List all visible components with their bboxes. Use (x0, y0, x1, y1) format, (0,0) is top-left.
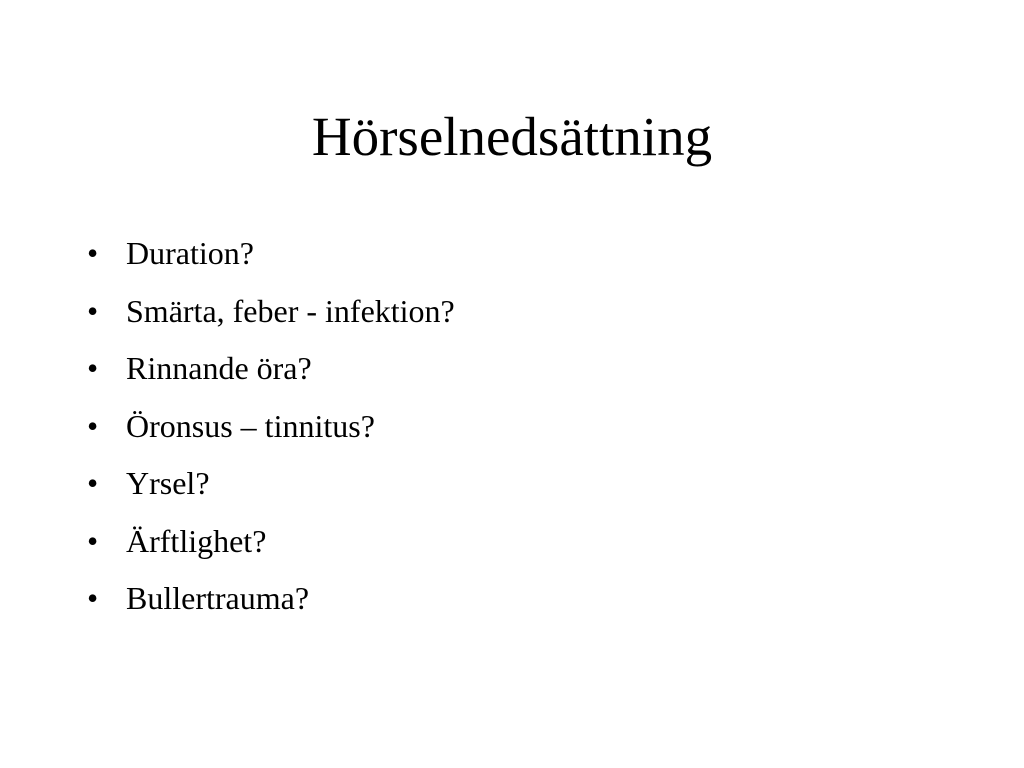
bullet-icon: • (87, 580, 99, 616)
bullet-icon: • (87, 350, 99, 386)
list-item (84, 340, 455, 398)
list-item (84, 513, 455, 571)
slide-title: Hörselnedsättning (311, 106, 713, 167)
list-item-text: Bullertrauma? (126, 580, 310, 616)
list-item-text: Yrsel? (126, 465, 210, 501)
bullet-list (84, 225, 455, 628)
list-item (84, 570, 455, 628)
list-item-text: Rinnande öra? (126, 350, 312, 386)
bullet-icon: • (87, 522, 99, 559)
list-item (84, 283, 455, 341)
bullet-icon: • (87, 407, 99, 444)
list-item (84, 398, 455, 456)
bullet-icon: • (87, 235, 99, 271)
list-item (84, 455, 455, 513)
list-item-text: Duration? (126, 235, 254, 271)
list-item-text: Smärta, feber - infektion? (126, 292, 455, 329)
list-item-text: Ärftlighet? (126, 522, 267, 559)
bullet-icon: • (87, 292, 99, 329)
list-item (84, 225, 455, 283)
list-item-text: Öronsus – tinnitus? (126, 407, 375, 444)
bullet-icon: • (87, 465, 99, 501)
